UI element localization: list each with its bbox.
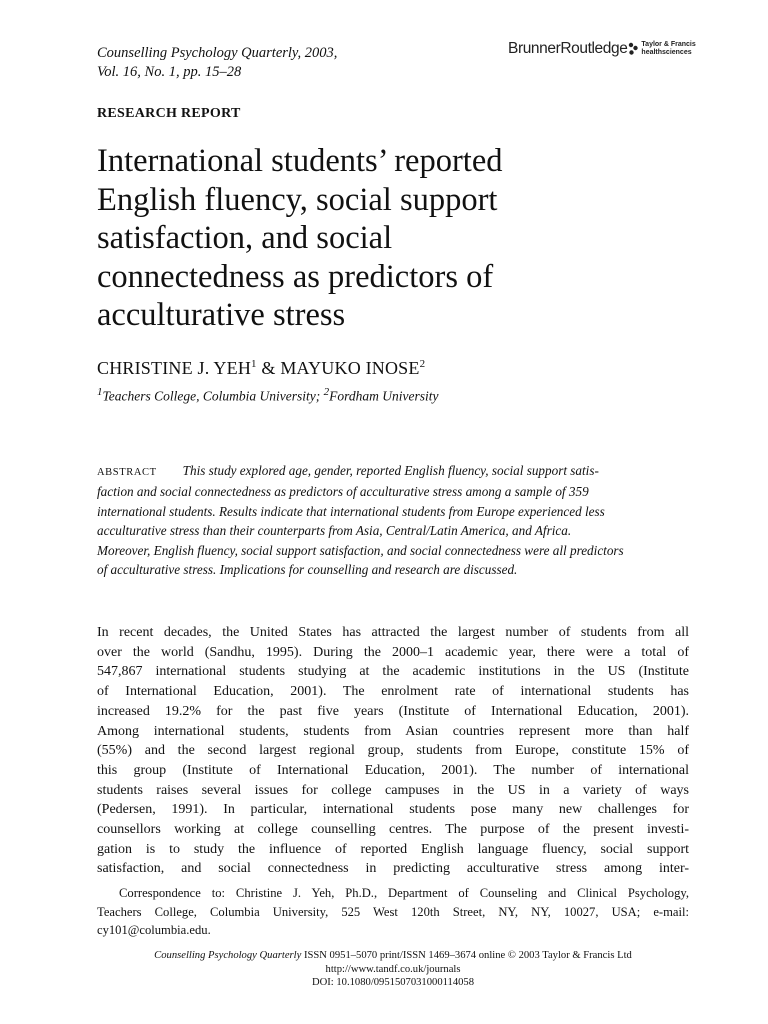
footer-doi: DOI: 10.1080/0951507031000114058 [311,977,475,988]
body-line: students raises several issues for college campuses in the US in a variety of ways [97,782,689,798]
correspondence-line: Teachers College, Columbia University, 525 West 120th Street, NY, NY, 10027, USA; e-mail: [97,904,689,919]
abstract-label: ABSTRACT [97,467,157,478]
section-label: RESEARCH REPORT [97,106,241,121]
body-line: over the world (Sandhu, 1995). During the 2000–1 academic year, there were a total of [97,644,689,660]
publisher-mark-icon [628,42,639,56]
correspondence-line: cy101@columbia.edu. [97,923,211,938]
publisher-tf-line2: healthsciences [641,49,692,56]
author-affiliation-marker: 1 [251,358,257,370]
body-line: Among international students, students from Asian countries represent more than half [97,723,689,739]
body-line: increased 19.2% for the past five years (Institute of International Education, 2001). [97,703,689,719]
title-line: satisfaction, and social [97,220,393,256]
footer-issn-text: ISSN 0951–5070 print/ISSN 1469–3674 online © 2003 Taylor & Francis Ltd [301,950,632,961]
body-line: of International Education, 2001). The enrolment rate of international students has [97,684,689,700]
abstract-line: of acculturative stress. Implications for counselling and research are discussed. [97,562,518,578]
journal-citation-line1: Counselling Psychology Quarterly, 2003, [97,45,338,61]
abstract-line: faction and social connectedness as predictors of acculturative stress among a sample of 359 [97,484,589,500]
body-line: counsellors working at college counselling centres. The purpose of the present investi- [97,822,689,838]
author-list [97,358,425,379]
journal-citation [97,44,337,82]
body-line: In recent decades, the United States has attracted the largest number of students from all [97,625,689,640]
body-paragraph [97,623,689,879]
correspondence-note [97,884,689,940]
author-name: CHRISTINE J. YEH [97,358,252,378]
affiliation-text: Teachers College, Columbia University; [102,388,324,404]
publisher-name: BrunnerRoutledge [508,40,628,57]
affiliation-text: Fordham University [329,388,439,404]
title-line: English fluency, social support [97,181,498,218]
correspondence-line: Correspondence to: Christine J. Yeh, Ph.D., Department of Counseling and Clinical Psychology, [119,886,689,900]
abstract-line [97,461,689,482]
article-title [97,142,657,335]
title-line: acculturative stress [97,297,346,333]
title-line: connectedness as predictors of [97,258,494,295]
affiliations [97,386,438,405]
journal-citation-line2: Vol. 16, No. 1, pp. 15–28 [97,64,242,80]
footer-issn-line [97,949,689,963]
body-line: satisfaction, and social connectedness in predicting acculturative stress among inter- [97,861,689,877]
body-line: (55%) and the second largest regional group, students from Europe, constitute 15% of [97,743,689,759]
abstract-line: Moreover, English fluency, social support satisfaction, and social connectedness were all predictors [97,542,624,558]
publisher-tf-line1: Taylor & Francis [641,41,696,48]
footer-journal-name: Counselling Psychology Quarterly [154,950,302,961]
body-line: 547,867 international students studying at the academic institutions in the US (Institute [97,664,689,680]
abstract-line-text: This study explored age, gender, reported English fluency, social support satis- [182,463,599,478]
publisher-tf [641,41,695,57]
body-line: this group (Institute of International Education, 2001). The number of international [97,762,689,778]
body-line: (Pedersen, 1991). In particular, international students pose many new challenges for [97,802,689,818]
affiliation-marker: 1 [97,386,103,398]
abstract [97,461,689,579]
author-separator: & [256,358,281,378]
publisher-logo [508,40,696,58]
abstract-line: international students. Results indicate that international students from Europe experienced less [97,503,605,519]
page-footer [97,949,689,990]
title-line: International students’ reported [97,143,503,179]
body-line: gation is to study the influence of reported English language fluency, social support [97,841,689,857]
author-name: MAYUKO INOSE [280,358,420,378]
footer-url[interactable]: http://www.tandf.co.uk/journals [325,963,461,975]
abstract-line: acculturative stress than their counterparts from Asia, Central/Latin America, and Africa. [97,523,572,539]
author-affiliation-marker: 2 [419,358,426,370]
affiliation-marker: 2 [323,386,330,398]
